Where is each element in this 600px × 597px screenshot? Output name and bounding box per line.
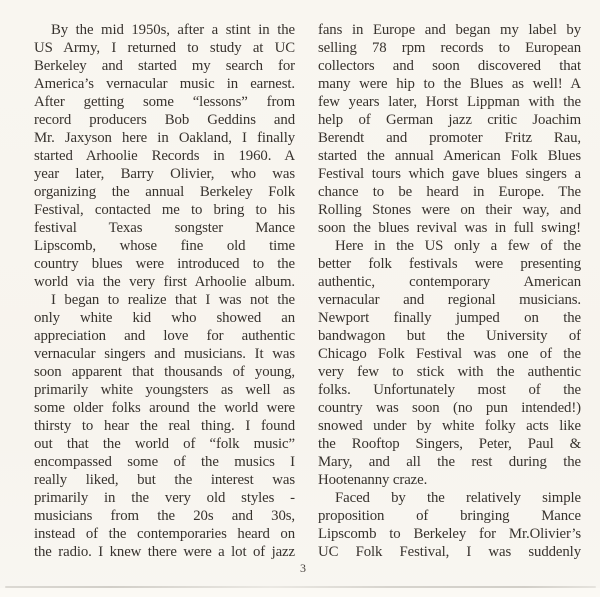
text-line: fans in Europe and began my label by	[318, 22, 581, 38]
text-line: Newport finally jumped on the	[318, 310, 581, 326]
text-line: only white kid who showed an	[34, 310, 295, 326]
text-line: thirsty to hear the real thing. I found	[34, 418, 295, 434]
text-line: bandwagon but the University of	[318, 328, 581, 344]
text-line: authentic, contemporary American	[318, 274, 581, 290]
text-line: better folk festivals were presenting	[318, 256, 581, 272]
text-line: help of German jazz critic Joachim	[318, 112, 581, 128]
text-line: soon apparent that thousands of young,	[34, 364, 295, 380]
text-line: After getting some “lessons” from	[34, 94, 295, 110]
text-line: out that the world of “folk music”	[34, 436, 295, 452]
text-line: snowed under by white folky acts like	[318, 418, 581, 434]
text-line: Festival tours which gave blues singers a	[318, 166, 581, 182]
text-line: Rolling Stones were on their way, and	[318, 202, 581, 218]
text-line: started the annual American Folk Blues	[318, 148, 581, 164]
text-line: Hootenanny craze.	[318, 472, 428, 488]
text-line: very few to stick with the authentic	[318, 364, 581, 380]
text-line: started Arhoolie Records in 1960. A	[34, 148, 295, 164]
text-line: By the mid 1950s, after a stint in the	[51, 22, 295, 38]
text-line: vernacular singers and musicians. It was	[34, 346, 295, 362]
text-line: America’s vernacular music in earnest.	[34, 76, 295, 92]
text-line: Mary, and all the rest during the	[318, 454, 581, 470]
text-line: Festival, contacted me to bring to his	[34, 202, 295, 218]
text-line: UC Folk Festival, I was suddenly	[318, 544, 581, 560]
page-number: 3	[300, 561, 306, 575]
text-line: country was soon (no pun intended!)	[318, 400, 581, 416]
text-line: the Rooftop Singers, Peter, Paul &	[318, 436, 581, 452]
text-line: folks. Unfortunately most of the	[318, 382, 581, 398]
text-line: encompassed some of the musics I	[34, 454, 295, 470]
text-line: primarily in the very old styles -	[34, 490, 295, 506]
text-line: Chicago Folk Festival was one of the	[318, 346, 581, 362]
text-line: organizing the annual Berkeley Folk	[34, 184, 295, 200]
text-line: Faced by the relatively simple	[335, 490, 581, 506]
page-edge-margin	[0, 588, 600, 597]
text-line: appreciation and love for authentic	[34, 328, 295, 344]
text-line: festival Texas songster Mance	[34, 220, 295, 236]
text-line: some older folks around the world were	[34, 400, 295, 416]
text-line: Here in the US only a few of the	[335, 238, 581, 254]
text-line: country blues were introduced to the	[34, 256, 295, 272]
text-line: year later, Barry Olivier, who was	[34, 166, 295, 182]
text-line: Berkeley and started my search for	[34, 58, 295, 74]
text-line: instead of the contemporaries heard on	[34, 526, 295, 542]
text-line: many were hip to the Blues as well! A	[318, 76, 581, 92]
text-line: Lipscomb, whose fine old time	[34, 238, 295, 254]
text-line: Berendt and promoter Fritz Rau,	[318, 130, 581, 146]
text-line: selling 78 rpm records to European	[318, 40, 581, 56]
text-line: chance to be heard in Europe. The	[318, 184, 581, 200]
text-line: musicians from the 20s and 30s,	[34, 508, 295, 524]
text-line: collectors and soon discovered that	[318, 58, 581, 74]
text-line: Mr. Jaxyson here in Oakland, I finally	[34, 130, 295, 146]
text-line: soon the blues revival was in full swing!	[318, 220, 581, 236]
text-line: really liked, but the interest was	[34, 472, 295, 488]
text-line: few years later, Horst Lippman with the	[318, 94, 581, 110]
text-line: record producers Bob Geddins and	[34, 112, 295, 128]
text-line: the radio. I knew there were a lot of jazz	[34, 544, 295, 560]
text-line: world via the very first Arhoolie album.	[34, 274, 295, 290]
text-line: Lipscomb to Berkeley for Mr.Olivier’s	[318, 526, 581, 542]
text-column-left	[34, 21, 295, 561]
text-line: vernacular and regional musicians.	[318, 292, 581, 308]
text-column-right	[318, 21, 581, 561]
text-line: primarily white youngsters as well as	[34, 382, 295, 398]
text-line: I began to realize that I was not the	[51, 292, 295, 308]
text-line: US Army, I returned to study at UC	[34, 40, 295, 56]
text-line: proposition of bringing Mance	[318, 508, 581, 524]
